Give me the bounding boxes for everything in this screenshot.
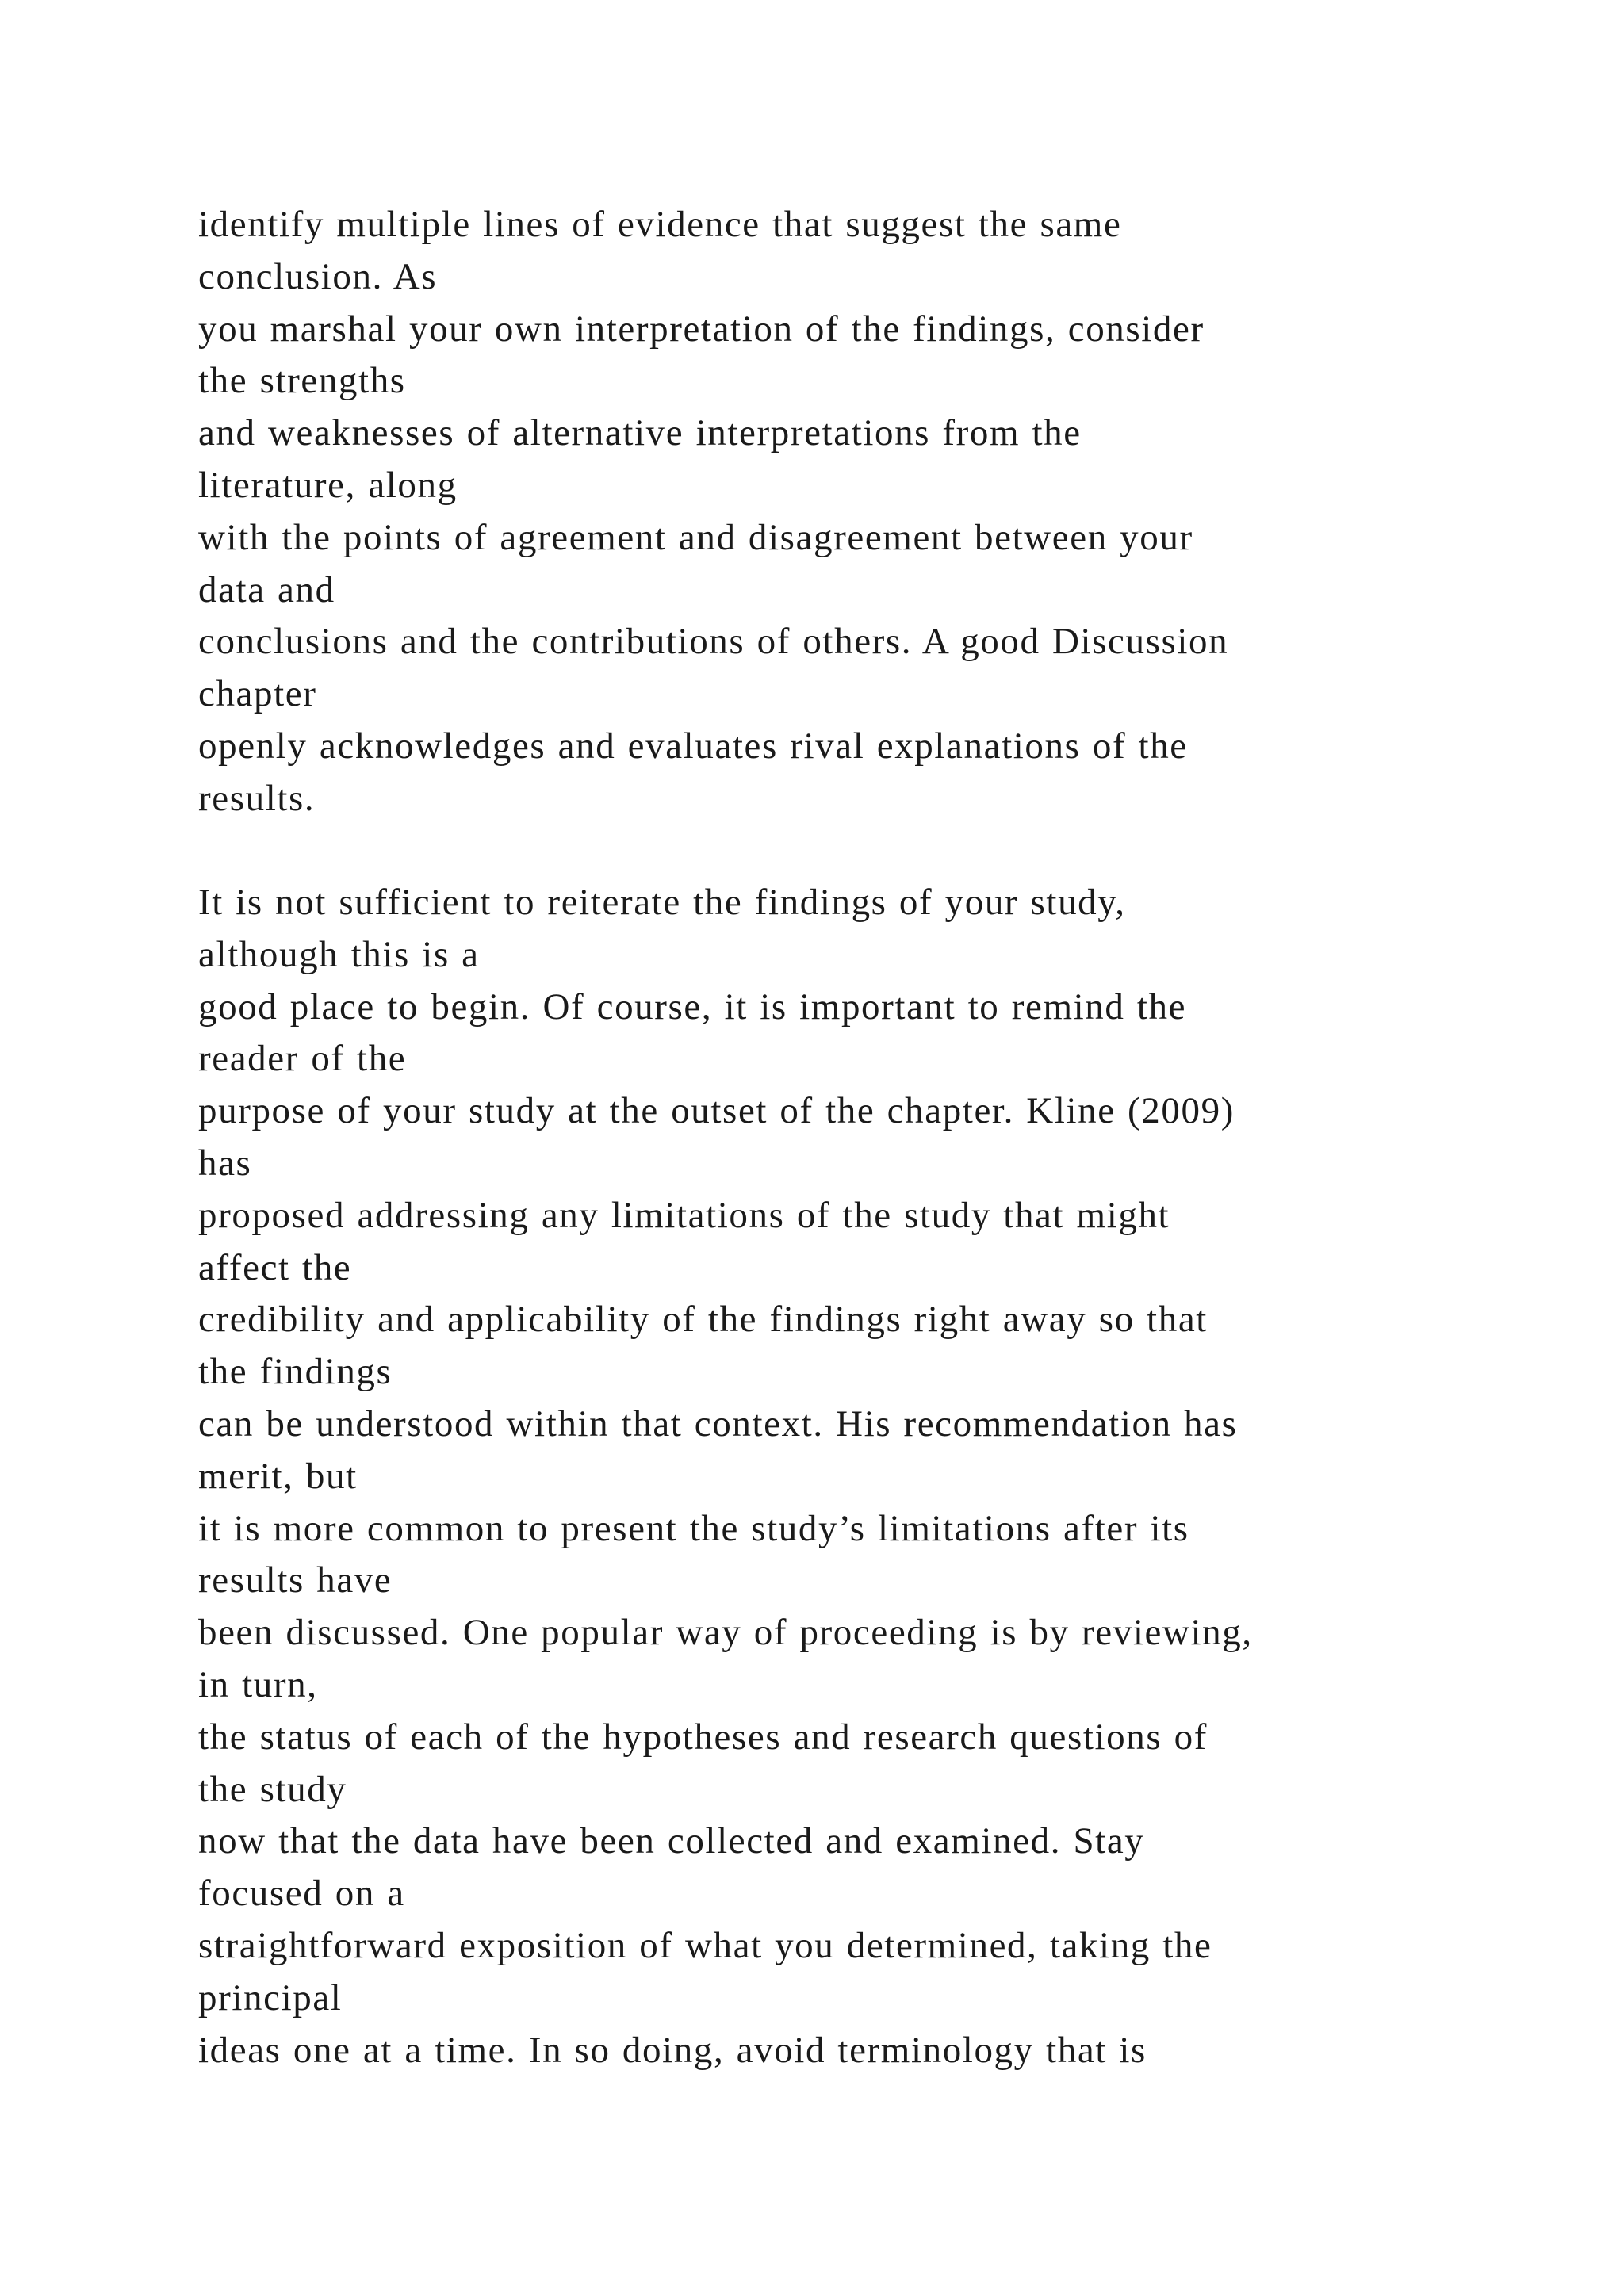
text-line: although this is a xyxy=(198,933,480,975)
text-line: reader of the xyxy=(198,1038,407,1080)
text-line: credibility and applicability of the findings right away so that xyxy=(198,1299,1208,1341)
text-line: principal xyxy=(198,1976,343,2019)
text-line: it is more common to present the study’s limitations after its xyxy=(198,1507,1189,1549)
text-line: the status of each of the hypotheses and research questions of xyxy=(198,1716,1208,1758)
text-line: straightforward exposition of what you determined, taking the xyxy=(198,1924,1212,1966)
text-line: results. xyxy=(198,777,316,819)
text-line: ideas one at a time. In so doing, avoid terminology that is xyxy=(198,2029,1147,2071)
text-line: been discussed. One popular way of proceeding is by reviewing, xyxy=(198,1612,1253,1654)
text-line: proposed addressing any limitations of the study that might xyxy=(198,1194,1170,1236)
text-line: conclusion. As xyxy=(198,255,438,297)
text-line: with the points of agreement and disagreement between your xyxy=(198,516,1193,558)
text-line: focused on a xyxy=(198,1873,405,1915)
text-line: literature, along xyxy=(198,464,458,506)
text-line: conclusions and the contributions of others. A good Discussion xyxy=(198,621,1229,663)
text-line: identify multiple lines of evidence that suggest the same xyxy=(198,204,1122,245)
text-line: chapter xyxy=(198,673,317,715)
text-line: results have xyxy=(198,1559,393,1601)
text-line: in turn, xyxy=(198,1663,318,1705)
text-line: you marshal your own interpretation of the findings, consider xyxy=(198,308,1205,350)
text-line: purpose of your study at the outset of the chapter. Kline (2009) xyxy=(198,1090,1235,1132)
text-line: now that the data have been collected and examined. Stay xyxy=(198,1820,1145,1862)
text-line: merit, but xyxy=(198,1455,358,1497)
paragraph-reiterate-findings xyxy=(198,877,1546,2076)
text-line: openly acknowledges and evaluates rival explanations of the xyxy=(198,725,1188,767)
text-line: good place to begin. Of course, it is important to remind the xyxy=(198,985,1187,1027)
text-line: can be understood within that context. His recommendation has xyxy=(198,1402,1238,1445)
text-line: the strengths xyxy=(198,360,406,402)
text-line: affect the xyxy=(198,1246,352,1288)
paragraph-evidence xyxy=(198,199,1546,825)
text-line: data and xyxy=(198,568,335,610)
text-line: has xyxy=(198,1142,252,1184)
text-line: and weaknesses of alternative interpretations from the xyxy=(198,412,1082,454)
text-line: the study xyxy=(198,1768,347,1810)
text-line: the findings xyxy=(198,1351,393,1393)
text-line: It is not sufficient to reiterate the findings of your study, xyxy=(198,882,1126,923)
